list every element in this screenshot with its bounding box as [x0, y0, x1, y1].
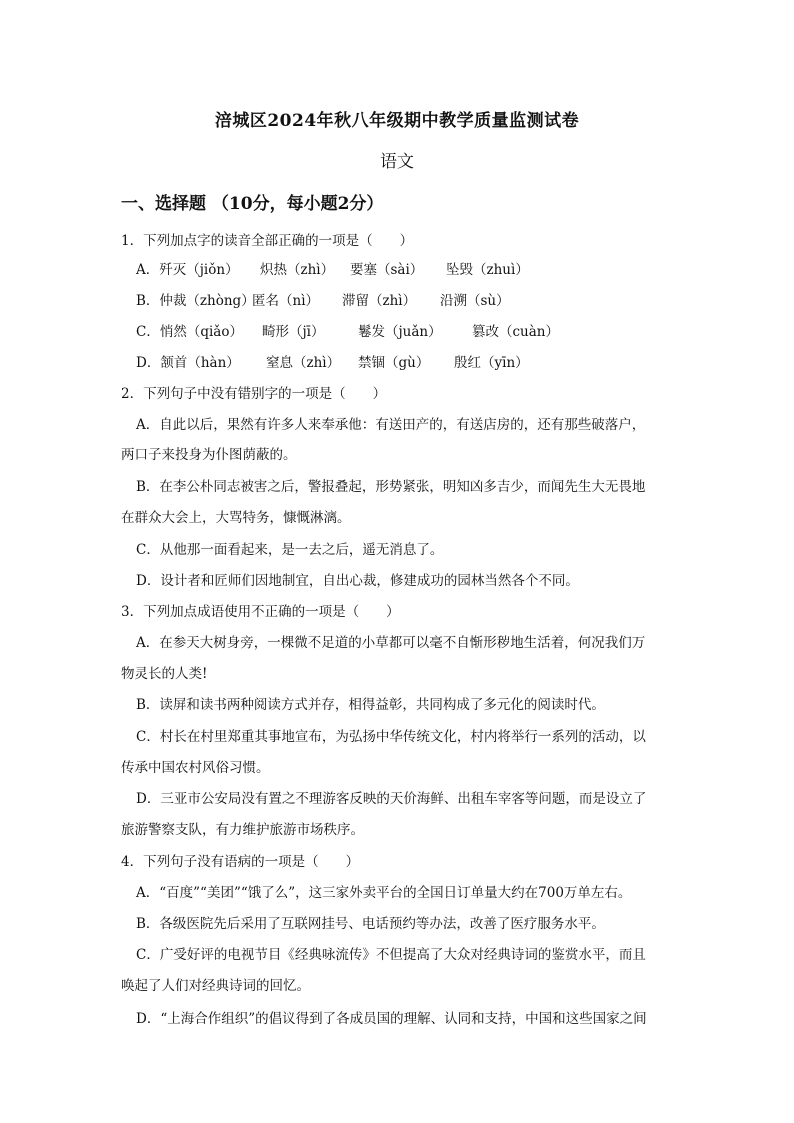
option-c-item-2: 畸形（jī） — [262, 324, 325, 340]
question-3-option-d-line-2: 旅游警察支队，有力维护旅游市场秩序。 — [121, 822, 364, 838]
question-3-option-d-line-1: D．三亚市公安局没有置之不理游客反映的天价海鲜、出租车宰客等问题，而是设立了 — [136, 791, 647, 807]
question-2-option-a-line-1: A．自此以后，果然有许多人来奉承他：有送田产的，有送店房的，还有那些破落户， — [136, 417, 646, 433]
question-4-option-c-line-2: 唤起了人们对经典诗词的回忆。 — [121, 978, 310, 994]
question-4-option-d-line-1: D．“上海合作组织”的倡议得到了各成员国的理解、认同和支持，中国和这些国家之间 — [136, 1011, 647, 1027]
option-d-item-3: 禁锢（gù） — [358, 355, 430, 371]
question-2-option-a-line-2: 两口子来投身为仆图荫蔽的。 — [121, 447, 297, 463]
question-3-option-b: B．读屏和读书两种阅读方式并存，相得益彰，共同构成了多元化的阅读时代。 — [136, 697, 605, 713]
option-a-item-1: A．歼灭（jiǒn） — [136, 262, 239, 278]
question-2-stem: 2．下列句子中没有错别字的一项是（ ） — [121, 386, 387, 402]
exam-title: 涪城区2024年秋八年级期中教学质量监测试卷 — [214, 111, 580, 131]
option-c-item-1: C．悄然（qiǎo） — [136, 324, 243, 340]
option-a-item-4: 坠毁（zhuì） — [446, 262, 529, 278]
exam-subject: 语文 — [380, 152, 414, 172]
question-4-option-a: A．“百度”“美团”“饿了么”，这三家外卖平台的全国日订单量大约在700万单左右。 — [136, 885, 632, 901]
option-d-item-4: 殷红（yīn） — [454, 355, 529, 371]
section-heading: 一、选择题 （10分，每小题2分） — [121, 194, 384, 214]
question-3-option-a-line-1: A．在参天大树身旁，一棵微不足道的小草都可以毫不自惭形秽地生活着，何况我们万 — [136, 635, 646, 651]
question-4-stem: 4．下列句子没有语病的一项是（ ） — [121, 854, 360, 870]
option-c-item-3: 鬈发（juǎn） — [358, 324, 442, 340]
question-3-option-a-line-2: 物灵长的人类! — [121, 666, 208, 682]
option-c-item-4: 篡改（cuàn） — [472, 324, 559, 340]
question-1-stem: 1．下列加点字的读音全部正确的一项是（ ） — [121, 233, 414, 249]
question-3-option-c-line-1: C．村长在村里郑重其事地宣布，为弘扬中华传统文化，村内将举行一系列的活动，以 — [136, 729, 646, 745]
option-b-item-2: 匿名（nì） — [252, 293, 320, 309]
question-2-option-b-line-1: B．在李公朴同志被害之后，警报叠起，形势紧张，明知凶多吉少，而闻先生大无畏地 — [136, 479, 646, 495]
question-3-stem: 3．下列加点成语使用不正确的一项是（ ） — [121, 604, 400, 620]
option-d-item-2: 窒息（zhì） — [266, 355, 341, 371]
question-2-option-d: D．设计者和匠师们因地制宜，自出心裁，修建成功的园林当然各个不同。 — [136, 573, 579, 589]
question-3-option-c-line-2: 传承中国农村风俗习惯。 — [121, 760, 270, 776]
question-4-option-c-line-1: C．广受好评的电视节目《经典咏流传》不但提高了大众对经典诗词的鉴赏水平，而且 — [136, 947, 646, 963]
question-4-option-b: B．各级医院先后采用了互联网挂号、电话预约等办法，改善了医疗服务水平。 — [136, 916, 605, 932]
question-2-option-b-line-2: 在群众大会上，大骂特务，慷慨淋漓。 — [121, 510, 351, 526]
option-d-item-1: D．颔首（hàn） — [136, 355, 240, 371]
option-b-item-3: 滞留（zhì） — [342, 293, 417, 309]
option-a-item-2: 炽热（zhì） — [260, 262, 335, 278]
option-b-item-4: 沿溯（sù） — [440, 293, 510, 309]
option-a-item-3: 要塞（sài） — [350, 262, 424, 278]
option-b-item-1: B．仲裁（zhòng） — [136, 293, 255, 309]
question-2-option-c: C．从他那一面看起来，是一去之后，遥无消息了。 — [136, 542, 444, 558]
